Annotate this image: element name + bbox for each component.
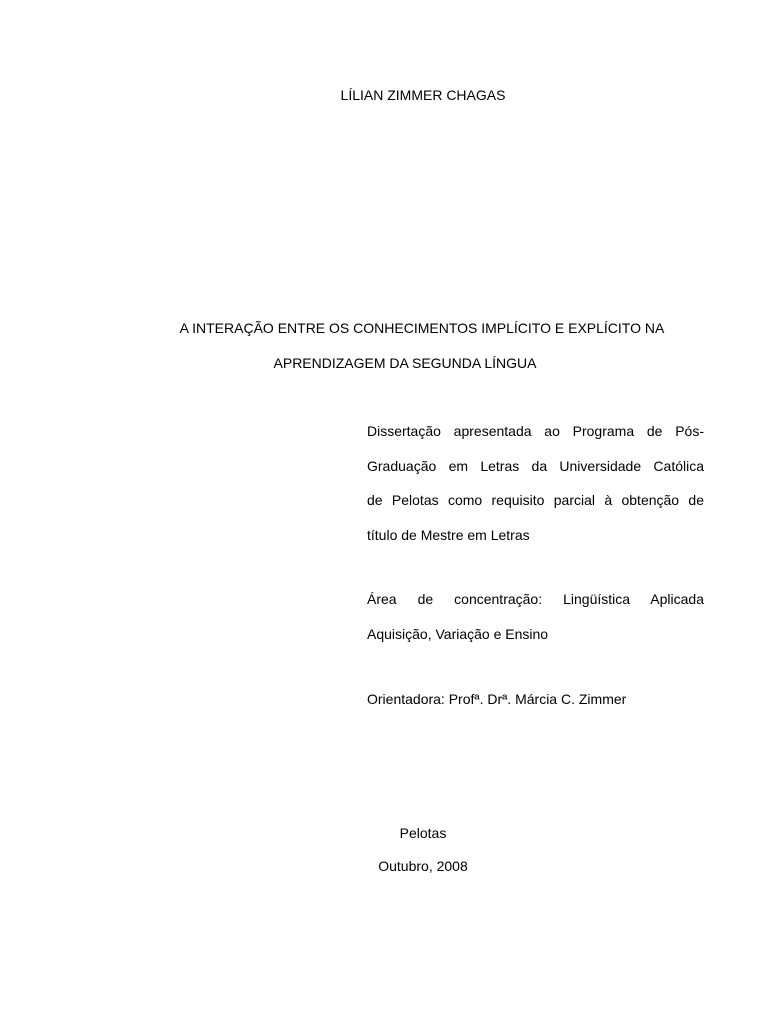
dissertation-note-line: Graduação em Letras da Universidade Católica <box>367 457 704 474</box>
title-line-2: APRENDIZAGEM DA SEGUNDA LÍNGUA <box>273 355 537 371</box>
advisor <box>367 682 704 717</box>
dissertation-note <box>367 414 704 552</box>
concentration-area <box>367 582 704 651</box>
place: Pelotas <box>399 825 447 841</box>
title-line-1: A INTERAÇÃO ENTRE OS CONHECIMENTOS IMPLÍCITO E EXPLÍCITO NA <box>179 320 665 336</box>
dissertation-note-line: de Pelotas como requisito parcial à obtenção de <box>367 492 704 508</box>
concentration-area-line: Área de concentração: Lingüística Aplicada <box>367 591 704 607</box>
concentration-area-line: Aquisição, Variação e Ensino <box>367 625 549 642</box>
date: Outubro, 2008 <box>378 858 468 874</box>
dissertation-note-line: título de Mestre em Letras <box>367 526 530 543</box>
author-name: LÍLIAN ZIMMER CHAGAS <box>340 87 506 103</box>
advisor-line: Orientadora: Profª. Drª. Márcia C. Zimmer <box>367 691 627 707</box>
dissertation-note-line: Dissertação apresentada ao Programa de Pós- <box>367 423 704 439</box>
